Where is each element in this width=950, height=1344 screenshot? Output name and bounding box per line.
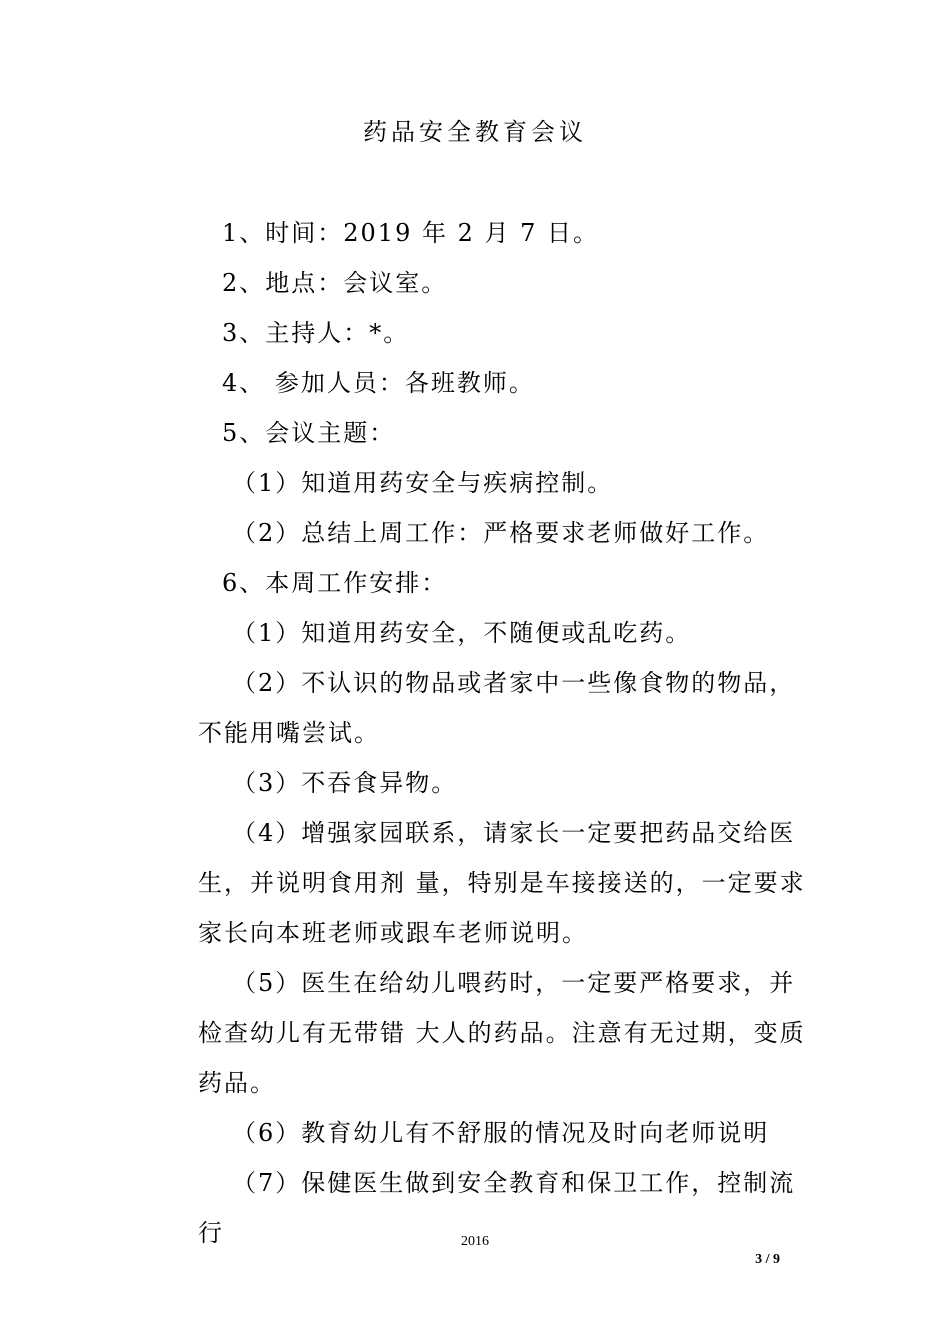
paragraph-weekly-plan: 6、本周工作安排： [222, 569, 448, 597]
document-body [198, 208, 808, 1258]
paragraph-plan-item-7: （7）保健医生做到安全教育和保卫工作，控制流行 [198, 1169, 796, 1247]
paragraph-plan-item-1: （1）知道用药安全，不随便或乱吃药。 [232, 619, 692, 647]
paragraph-attendees: 4、 参加人员：各班教师。 [222, 369, 535, 397]
page-number: 3 / 9 [755, 1252, 780, 1267]
paragraph-plan-item-2: （2）不认识的物品或者家中一些像食物的物品，不能用嘴尝试。 [198, 669, 796, 747]
paragraph-plan-item-6: （6）教育幼儿有不舒服的情况及时向老师说明 [232, 1119, 770, 1147]
paragraph-location: 2、地点：会议室。 [222, 269, 448, 297]
document-title: 药品安全教育会议 [363, 118, 587, 146]
paragraph-host: 3、主持人：*。 [222, 319, 410, 347]
paragraph-plan-item-3: （3）不吞食异物。 [232, 769, 458, 797]
paragraph-theme: 5、会议主题： [222, 419, 396, 447]
paragraph-theme-item-1: （1）知道用药安全与疾病控制。 [232, 469, 614, 497]
paragraph-theme-item-2: （2）总结上周工作：严格要求老师做好工作。 [232, 519, 770, 547]
paragraph-time: 1、时间：2019 年 2 月 7 日。 [222, 219, 600, 247]
paragraph-plan-item-4: （4）增强家园联系，请家长一定要把药品交给医生，并说明食用剂 量，特别是车接接送的，一定要求家长向本班老师或跟车老师说明。 [198, 819, 806, 947]
paragraph-plan-item-5: （5）医生在给幼儿喂药时，一定要严格要求，并检查幼儿有无带错 大人的药品。注意有无过期，变质药品。 [198, 969, 806, 1097]
footer-year: 2016 [461, 1234, 489, 1249]
